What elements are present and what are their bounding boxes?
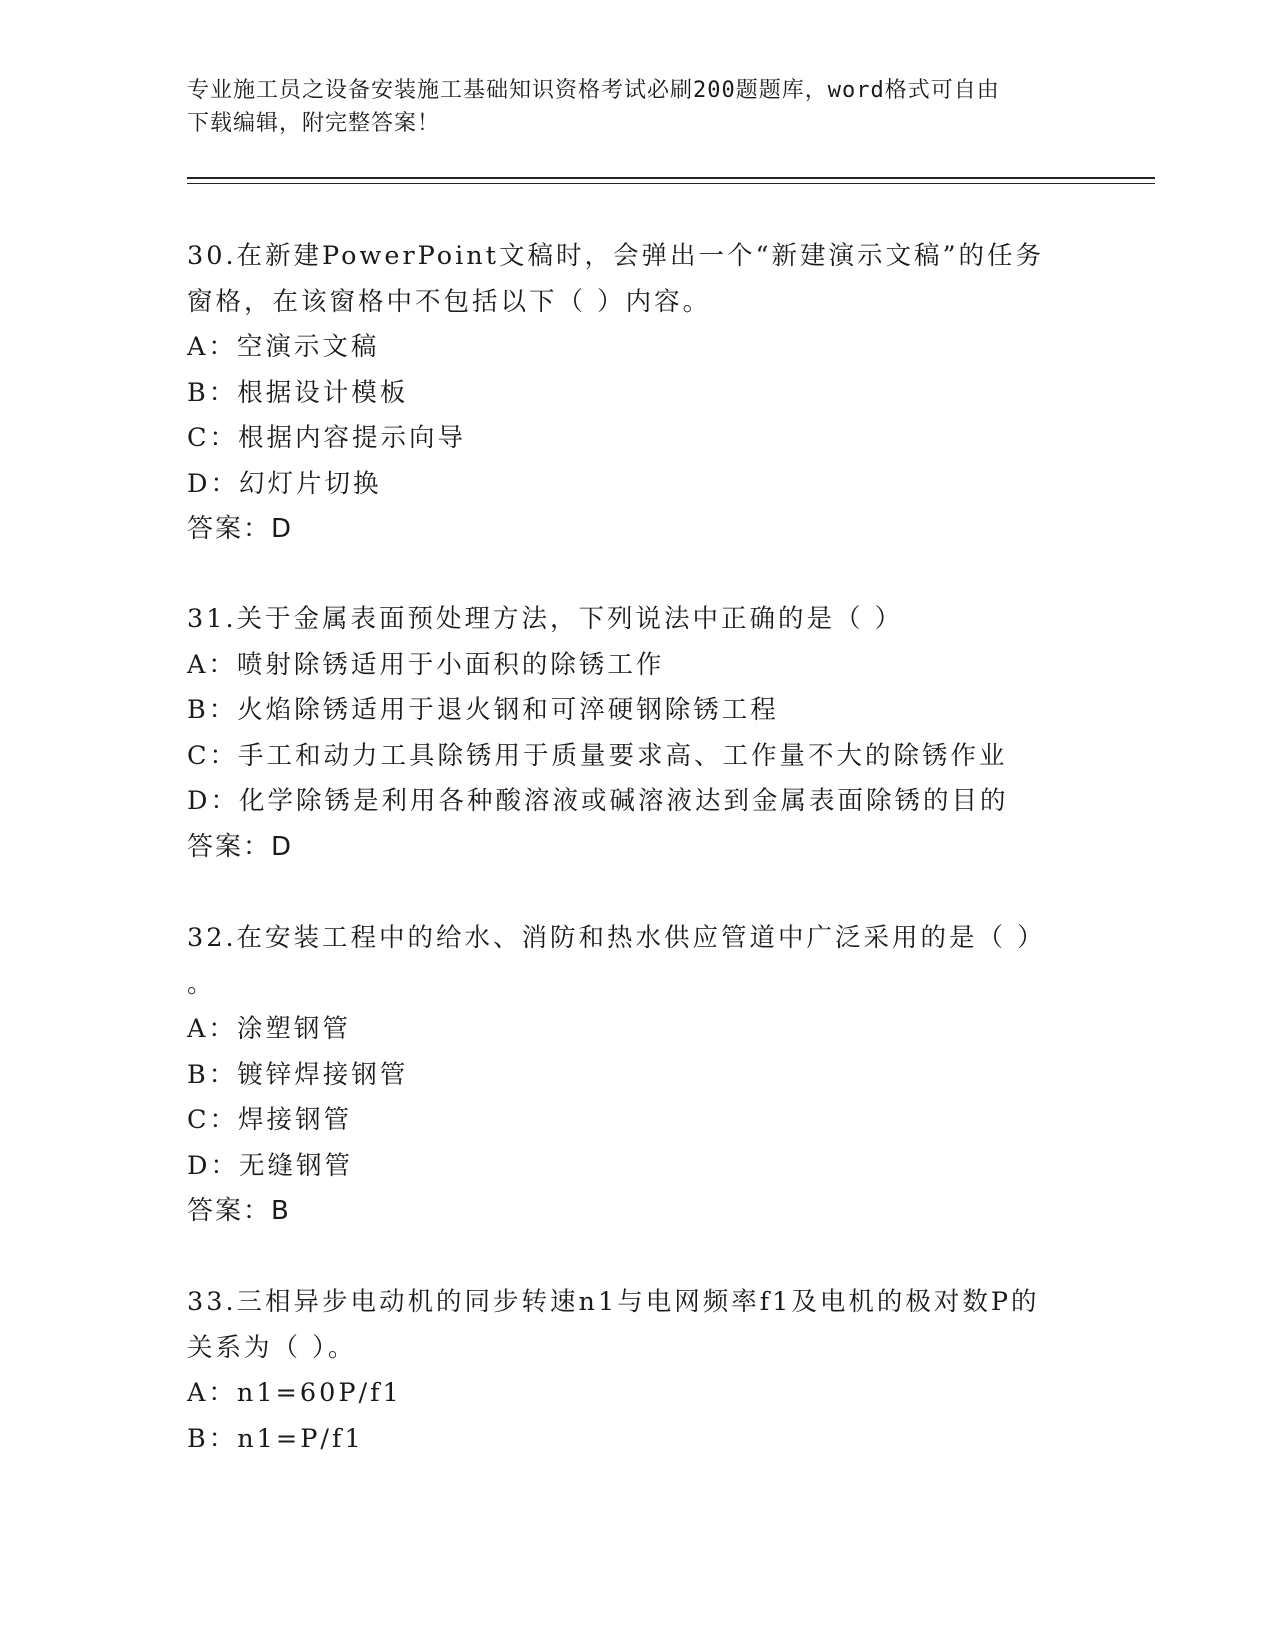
option-b: B：根据设计模板: [187, 377, 409, 408]
question-stem-line: 。: [187, 968, 216, 999]
question-33: [187, 1280, 1087, 1462]
answer-line: 答案：D: [187, 831, 294, 862]
header-rule-thick: [187, 177, 1155, 179]
question-31: [187, 597, 1087, 870]
option-d: D：化学除锈是利用各种酸溶液或碱溶液达到金属表面除锈的目的: [187, 786, 1009, 816]
question-stem-line: 33.三相异步电动机的同步转速n1与电网频率f1及电机的极对数P的: [187, 1287, 1040, 1317]
question-stem-line: 关系为（ ）。: [187, 1332, 357, 1363]
question-stem-line: 32.在安装工程中的给水、消防和热水供应管道中广泛采用的是（ ）: [187, 923, 1046, 953]
header-line-1: 专业施工员之设备安装施工基础知识资格考试必刷200题题库，word格式可自由: [187, 78, 1000, 103]
option-b: B：n1=P/f1: [187, 1423, 364, 1454]
question-stem-line: 31.关于金属表面预处理方法，下列说法中正确的是（ ）: [187, 604, 904, 634]
option-c: C：手工和动力工具除锈用于质量要求高、工作量不大的除锈作业: [187, 740, 1008, 771]
question-stem-line: 30.在新建PowerPoint文稿时，会弹出一个“新建演示文稿”的任务: [187, 241, 1045, 271]
option-d: D：幻灯片切换: [187, 468, 382, 499]
option-c: C：根据内容提示向导: [187, 423, 467, 453]
header-rule-thin: [187, 183, 1155, 184]
option-a: A：空演示文稿: [187, 332, 380, 362]
option-b: B：镀锌焊接钢管: [187, 1059, 409, 1090]
header-line-2: 下载编辑，附完整答案！: [187, 111, 441, 136]
option-a: A：n1=60P/f1: [187, 1378, 402, 1408]
question-30: [187, 234, 1087, 553]
document-header: [187, 74, 1077, 140]
answer-line: 答案：D: [187, 514, 294, 544]
option-a: A：喷射除锈适用于小面积的除锈工作: [187, 649, 665, 680]
option-d: D：无缝钢管: [187, 1150, 353, 1181]
answer-line: 答案：B: [187, 1196, 291, 1226]
option-c: C：焊接钢管: [187, 1105, 353, 1135]
option-b: B：火焰除锈适用于退火钢和可淬硬钢除锈工程: [187, 695, 779, 725]
question-stem-line: 窗格，在该窗格中不包括以下（ ）内容。: [187, 286, 712, 317]
option-a: A：涂塑钢管: [187, 1014, 351, 1044]
question-32: [187, 916, 1087, 1235]
